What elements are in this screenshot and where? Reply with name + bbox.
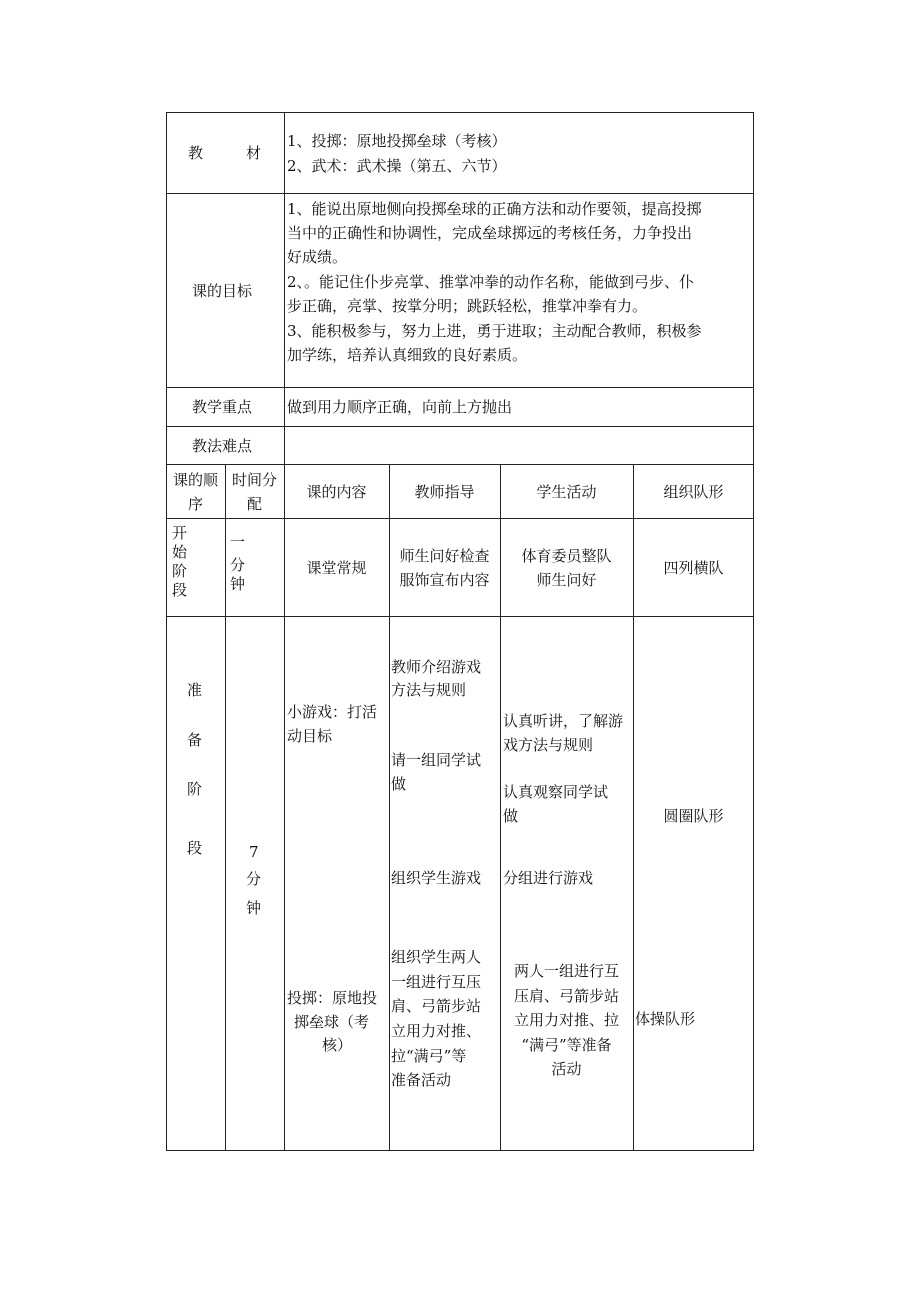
stage-prep-content-throw: 投掷：原地投 (287, 989, 378, 1007)
stage-prep-teacher: 方法与规则 (391, 681, 467, 699)
goal-line: 加学练，培养认真细致的良好素质。 (287, 346, 528, 364)
jiaocai-line: 2、武术：武术操（第五、六节） (287, 157, 507, 175)
header-student: 学生活动 (536, 483, 597, 501)
stage-start-char: 阶 (172, 562, 188, 580)
stage-prep-student: 认真观察同学试 (503, 783, 609, 801)
difficulty-label: 教法难点 (192, 437, 253, 455)
stage-prep-formation-circle: 圆圈队形 (663, 807, 724, 825)
jiaocai-label-char: 材 (246, 144, 262, 162)
stage-prep-teacher: 组织学生游戏 (391, 869, 482, 887)
stage-prep-time: 分 (246, 870, 262, 888)
goal-line: 1、能说出原地侧向投掷垒球的正确方法和动作要领，提高投掷 (287, 200, 702, 218)
stage-start-char: 始 (172, 543, 188, 561)
row-divider (166, 193, 754, 194)
stage-start-student: 师生问好 (536, 571, 597, 589)
stage-prep-student: 戏方法与规则 (503, 736, 594, 754)
header-content: 课的内容 (306, 483, 367, 501)
stage-prep-student: 两人一组进行互 (513, 962, 619, 980)
stage-start-teacher: 师生问好检查 (399, 547, 490, 565)
header-teacher: 教师指导 (414, 483, 475, 501)
column-divider (225, 464, 226, 1151)
row-divider (166, 464, 754, 465)
stage-start-time: 钟 (230, 575, 246, 593)
goal-label: 课的目标 (192, 282, 253, 300)
stage-prep-content-game: 动目标 (287, 727, 333, 745)
stage-prep-char: 阶 (187, 780, 203, 798)
stage-prep-student: 认真听讲，了解游 (503, 712, 624, 730)
row-divider (166, 616, 754, 617)
stage-start-formation: 四列横队 (663, 559, 724, 577)
goal-line: 3、能积极参与，努力上进，勇于进取；主动配合教师，积极参 (287, 322, 702, 340)
label-column-divider (284, 112, 285, 464)
stage-prep-teacher: 一组进行互压 (391, 973, 482, 991)
stage-start-student: 体育委员整队 (521, 547, 612, 565)
stage-start-char: 段 (172, 581, 188, 599)
stage-prep-content-throw: 核） (322, 1036, 353, 1054)
stage-prep-teacher: 肩、弓箭步站 (391, 997, 482, 1015)
header-time: 配 (246, 495, 262, 513)
goal-line: 步正确，亮掌、按掌分明；跳跃轻松，推掌冲拳有力。 (287, 297, 648, 315)
stage-prep-student: 立用力对推、拉 (513, 1011, 619, 1029)
stage-prep-char: 备 (187, 731, 203, 749)
header-time: 时间分 (231, 471, 277, 489)
stage-start-time: 一 (230, 533, 246, 551)
stage-prep-time: 钟 (246, 899, 262, 917)
goal-line: 2、。能记住仆步亮掌、推掌冲拳的动作名称，能做到弓步、仆 (287, 273, 695, 291)
stage-prep-char: 段 (187, 839, 203, 857)
stage-prep-student: 分组进行游戏 (503, 869, 594, 887)
stage-prep-content-throw: 掷垒球（考 (294, 1013, 370, 1031)
stage-prep-teacher: 拉“满弓”等 (391, 1047, 467, 1065)
goal-line: 好成绩。 (287, 248, 348, 266)
stage-prep-teacher: 组织学生两人 (391, 948, 482, 966)
header-order: 序 (187, 495, 203, 513)
stage-start-time: 分 (230, 556, 246, 574)
jiaocai-label-char: 教 (188, 144, 204, 162)
stage-prep-char: 准 (187, 681, 203, 699)
stage-prep-teacher: 教师介绍游戏 (391, 658, 482, 676)
stage-prep-time: 7 (249, 843, 259, 861)
stage-prep-teacher: 立用力对推、 (391, 1022, 482, 1040)
stage-start-teacher: 服饰宣布内容 (399, 571, 490, 589)
stage-prep-teacher: 做 (391, 775, 407, 793)
stage-prep-formation-gym: 体操队形 (635, 1010, 696, 1028)
stage-start-char: 开 (172, 524, 188, 542)
header-formation: 组织队形 (663, 483, 724, 501)
row-divider (166, 518, 754, 519)
stage-prep-student: 压肩、弓箭步站 (513, 987, 619, 1005)
goal-line: 当中的正确性和协调性，完成垒球掷远的考核任务，力争投出 (287, 224, 693, 242)
stage-prep-teacher: 准备活动 (391, 1071, 452, 1089)
stage-prep-student: 做 (503, 807, 519, 825)
header-order: 课的顺 (172, 471, 218, 489)
row-divider (166, 426, 754, 427)
stage-prep-student: 活动 (551, 1060, 582, 1078)
key-point-text: 做到用力顺序正确，向前上方抛出 (287, 398, 513, 416)
row-divider (166, 387, 754, 388)
stage-prep-teacher: 请一组同学试 (391, 751, 482, 769)
stage-prep-student: “满弓”等准备 (521, 1036, 612, 1054)
jiaocai-line: 1、投掷：原地投掷垒球（考核） (287, 132, 507, 150)
stage-start-content: 课堂常规 (306, 559, 367, 577)
stage-prep-content-game: 小游戏：打活 (287, 703, 378, 721)
key-point-label: 教学重点 (192, 398, 253, 416)
